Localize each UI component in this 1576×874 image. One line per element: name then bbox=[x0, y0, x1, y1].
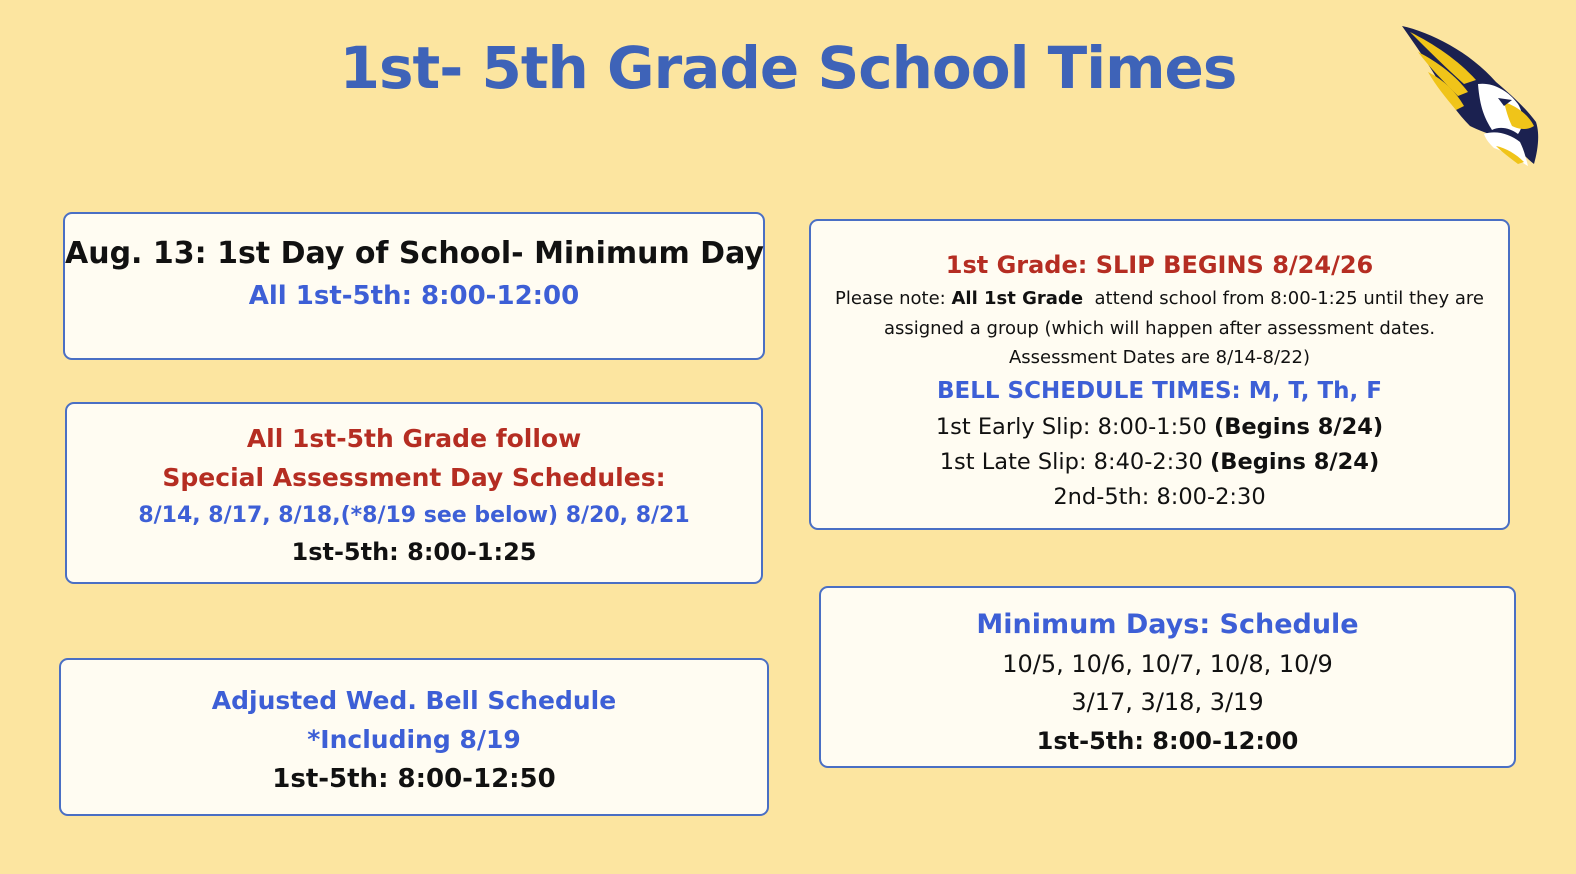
eagle-mascot-logo bbox=[1400, 22, 1542, 172]
early-slip-row bbox=[811, 410, 1508, 445]
early-slip-begins: (Begins 8/24) bbox=[1213, 413, 1384, 440]
first-day-card bbox=[63, 212, 765, 360]
slip-note-prefix: Please note: bbox=[835, 288, 952, 309]
minimum-days-fall: 10/5, 10/6, 10/7, 10/8, 10/9 bbox=[1002, 650, 1333, 678]
early-slip-time: 1st Early Slip: 8:00-1:50 bbox=[935, 413, 1214, 440]
bell-schedule-heading: BELL SCHEDULE TIMES: M, T, Th, F bbox=[936, 377, 1383, 404]
adjusted-wed-heading: Adjusted Wed. Bell Schedule bbox=[211, 686, 617, 715]
adjusted-wed-including: *Including 8/19 bbox=[307, 725, 521, 754]
slip-note bbox=[811, 284, 1508, 373]
first-day-heading: Aug. 13: 1st Day of School- Minimum Day bbox=[65, 236, 764, 271]
late-slip-begins: (Begins 8/24) bbox=[1210, 448, 1380, 475]
upper-grades-time: 2nd-5th: 8:00-2:30 bbox=[1053, 483, 1266, 510]
minimum-days-time: 1st-5th: 8:00-12:00 bbox=[1036, 727, 1299, 755]
minimum-days-spring: 3/17, 3/18, 3/19 bbox=[1071, 688, 1264, 716]
page-title: 1st- 5th Grade School Times bbox=[339, 34, 1237, 102]
assessment-line-1: All 1st-5th Grade follow bbox=[246, 424, 582, 453]
assessment-line-2: Special Assessment Day Schedules: bbox=[162, 463, 666, 492]
slip-note-rest: attend school from 8:00-1:25 until they are assigned a group (which will happen after assessment dates. Assessment Dates are 8/14-8/22) bbox=[883, 288, 1490, 368]
assessment-dates: 8/14, 8/17, 8/18,(*8/19 see below) 8/20, 8/21 bbox=[138, 503, 690, 528]
adjusted-wednesday-card bbox=[59, 658, 769, 816]
first-grade-slip-card bbox=[809, 219, 1510, 530]
slip-heading: 1st Grade: SLIP BEGINS 8/24/26 bbox=[945, 251, 1374, 279]
adjusted-wed-time: 1st-5th: 8:00-12:50 bbox=[272, 764, 556, 794]
assessment-time: 1st-5th: 8:00-1:25 bbox=[291, 538, 537, 566]
first-day-time: All 1st-5th: 8:00-12:00 bbox=[248, 281, 580, 311]
slip-note-bold: All 1st Grade bbox=[951, 288, 1084, 309]
late-slip-time: 1st Late Slip: 8:40-2:30 bbox=[939, 448, 1211, 475]
minimum-days-card bbox=[819, 586, 1516, 768]
late-slip-row bbox=[811, 445, 1508, 480]
assessment-schedule-card bbox=[65, 402, 763, 584]
minimum-days-heading: Minimum Days: Schedule bbox=[976, 609, 1359, 640]
